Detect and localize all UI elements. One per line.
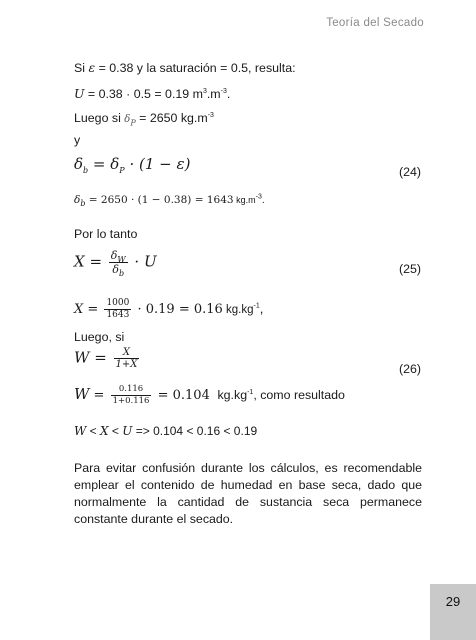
page-number: 29	[445, 594, 461, 609]
subscript: b	[80, 199, 86, 209]
delta-symbol: δ	[112, 263, 119, 276]
delta-symbol: δ	[124, 114, 131, 125]
eq-operator: =	[88, 155, 111, 173]
text-fragment: = 0.38 y la saturación = 0.5, resulta:	[95, 61, 296, 75]
subscript: W	[117, 255, 126, 265]
epsilon-symbol: ε	[176, 155, 185, 173]
exponent: -1	[253, 302, 260, 310]
calc-result: = 0.104	[153, 387, 210, 403]
result-unit-text	[217, 388, 344, 402]
text-line-density	[74, 111, 214, 128]
text-fragment: .m	[206, 87, 221, 101]
text-line-luego-si: Luego, si	[74, 330, 125, 344]
text-fragment: , como resultado	[253, 387, 345, 402]
eq-symbol: δ	[110, 155, 120, 173]
eq-operator: ·	[129, 252, 144, 271]
variable-x: X	[74, 301, 84, 317]
variable-x: X	[100, 424, 109, 438]
fraction	[111, 384, 152, 407]
equation-26	[74, 347, 141, 370]
subscript: b	[118, 269, 125, 279]
eq-symbol: δ	[74, 155, 84, 173]
equation-25	[74, 249, 157, 279]
variable-u: U	[74, 86, 85, 101]
unit: kg.kg	[222, 303, 254, 316]
delta-symbol: δ	[74, 194, 81, 206]
text-line-y: y	[74, 133, 81, 147]
text-fragment: ,	[259, 300, 264, 316]
variable-u: U	[122, 424, 133, 438]
exponent: -3	[207, 111, 214, 119]
eq-operator: =	[83, 301, 103, 317]
delta-symbol: δ	[110, 249, 118, 262]
subscript: P	[130, 118, 136, 128]
calculation-25	[74, 298, 263, 321]
subscript: b	[83, 166, 89, 175]
unit: kg.m	[233, 195, 256, 205]
eq-operator: =	[89, 348, 112, 367]
text-fragment: <	[108, 424, 123, 438]
variable-w: W	[74, 424, 87, 438]
calculation-26	[74, 384, 345, 407]
fraction	[114, 347, 140, 370]
exponent: 3	[202, 87, 207, 95]
calc-expression: · 0.19 = 0.16	[133, 301, 223, 317]
exponent: -1	[247, 388, 254, 396]
fraction	[109, 249, 128, 279]
fraction-denominator: 1+0.116	[112, 396, 150, 406]
text-fragment: <	[86, 424, 101, 438]
equation-number-26: (26)	[398, 362, 421, 376]
unit: kg.kg	[217, 387, 248, 402]
calculation-24	[74, 193, 265, 209]
subscript: P	[119, 166, 125, 175]
variable-w: W	[74, 348, 90, 367]
text-line-por-lo-tanto: Por lo tanto	[74, 227, 138, 241]
eq-operator: =	[89, 387, 109, 403]
equation-number-25: (25)	[398, 262, 421, 276]
exponent: -3	[220, 87, 227, 95]
exponent: -3	[255, 193, 262, 201]
variable-x: X	[74, 252, 85, 271]
eq-operator: )	[184, 155, 191, 173]
inequality-line	[74, 424, 257, 438]
text-fragment: = 2650 kg.m	[135, 111, 208, 125]
eq-operator: · (1 −	[124, 155, 177, 173]
fraction	[104, 298, 131, 321]
body-paragraph: Para evitar confusión durante los cálculos, es recomendable emplear el contenido de humedad en base seca, dado que normalmente la cantidad de sustancia seca permanece constante durante el secado.	[74, 461, 422, 526]
variable-u: U	[143, 252, 157, 271]
text-fragment: => 0.104 < 0.16 < 0.19	[132, 424, 258, 438]
fraction-numerator: X	[114, 347, 140, 359]
fraction-denominator: 1643	[106, 310, 130, 320]
epsilon-symbol: ε	[88, 60, 96, 75]
text-fragment: Luego si	[74, 111, 125, 125]
fraction-numerator: 0.116	[111, 384, 152, 396]
fraction-denominator: 1+X	[115, 359, 138, 370]
equation-number-24: (24)	[398, 165, 421, 179]
variable-w: W	[74, 384, 90, 403]
running-header: Teoría del Secado	[326, 17, 424, 29]
text-fragment: .	[261, 194, 265, 206]
eq-operator: =	[84, 252, 107, 271]
equation-24	[74, 155, 190, 173]
text-line-epsilon	[74, 60, 296, 75]
text-fragment: .	[226, 87, 231, 101]
calc-expression: = 2650 · (1 − 0.38) = 1643	[85, 194, 234, 206]
fraction-numerator: 1000	[106, 298, 130, 308]
page-number-tab	[430, 584, 476, 640]
text-fragment: Si	[74, 61, 89, 75]
text-fragment: = 0.38 · 0.5 = 0.19 m	[84, 87, 203, 101]
text-line-u	[74, 86, 230, 101]
